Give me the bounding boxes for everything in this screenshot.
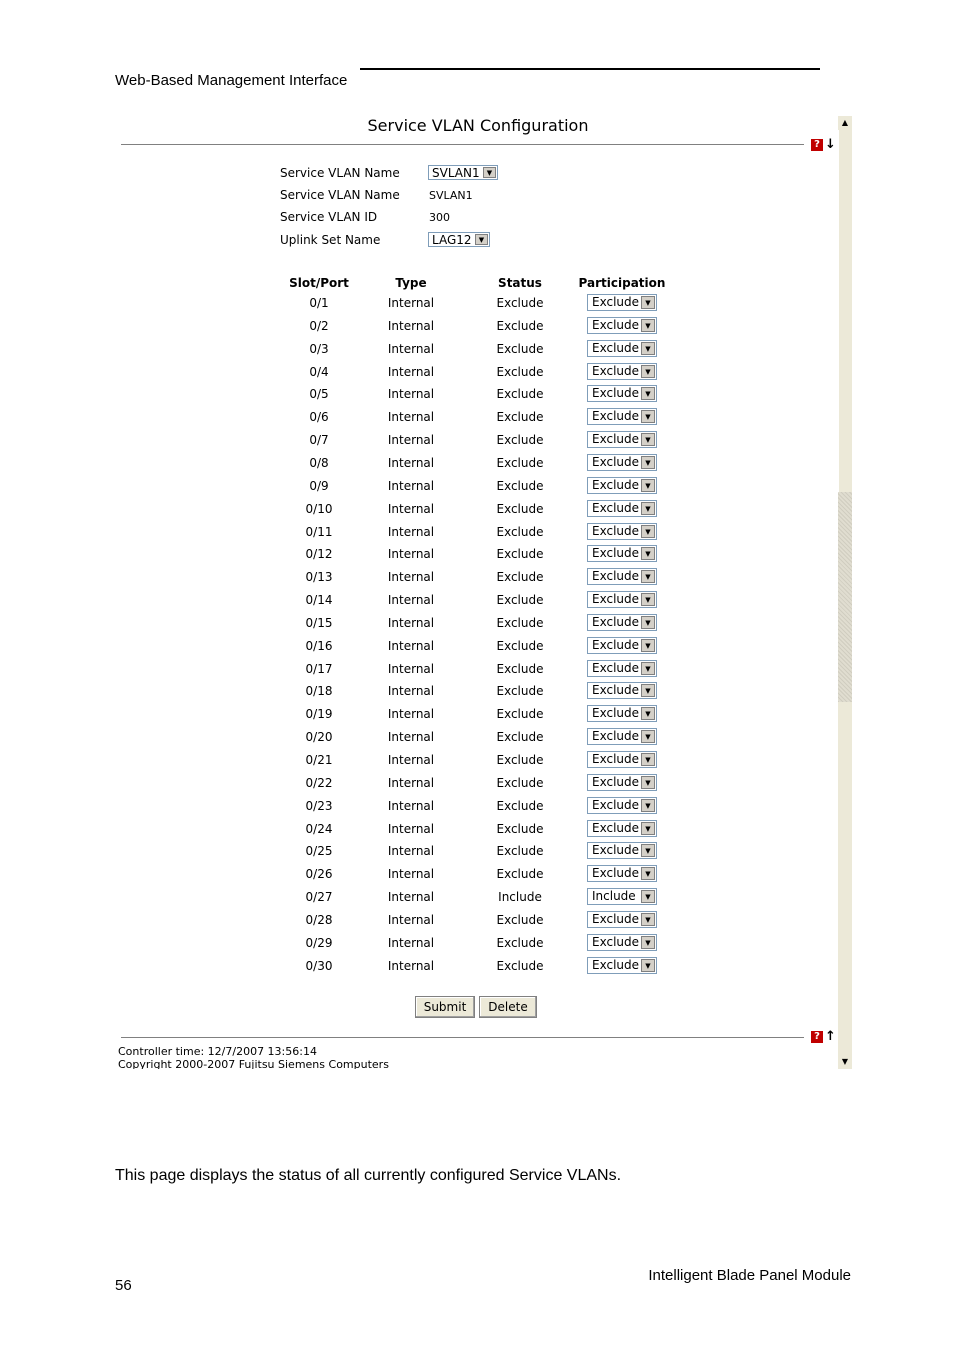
- chevron-down-icon: ▼: [641, 730, 655, 743]
- help-icon[interactable]: ?: [811, 139, 823, 151]
- chevron-down-icon: ▼: [641, 502, 655, 515]
- svlan-name-select-value: SVLAN1: [432, 165, 480, 180]
- participation-select-value: Exclude: [592, 432, 640, 446]
- submit-button[interactable]: Submit: [415, 996, 475, 1018]
- table-cell-slot-port: 0/10: [305, 502, 333, 516]
- table-cell-type: Internal: [387, 753, 435, 767]
- chevron-down-icon: ▼: [641, 410, 655, 423]
- chevron-down-icon: ▼: [641, 387, 655, 400]
- participation-select-value: Exclude: [592, 341, 640, 355]
- svlan-name-label: Service VLAN Name: [280, 188, 400, 202]
- table-cell-slot-port: 0/19: [305, 707, 333, 721]
- table-cell-slot-port: 0/8: [309, 456, 329, 470]
- participation-select-value: Exclude: [592, 364, 640, 378]
- participation-select-value: Exclude: [592, 935, 640, 949]
- table-cell-type: Internal: [387, 387, 435, 401]
- svlan-select-label: Service VLAN Name: [280, 166, 400, 180]
- participation-select[interactable]: [587, 865, 657, 882]
- table-cell-slot-port: 0/28: [305, 913, 333, 927]
- participation-select[interactable]: [587, 591, 657, 608]
- svlan-id-label: Service VLAN ID: [280, 210, 378, 224]
- participation-select[interactable]: [587, 294, 657, 311]
- scrollbar-track[interactable]: [838, 492, 852, 702]
- participation-select[interactable]: [587, 363, 657, 380]
- chevron-down-icon: ▼: [641, 593, 655, 606]
- table-cell-slot-port: 0/11: [305, 525, 333, 539]
- chevron-down-icon: ▼: [641, 707, 655, 720]
- table-cell-type: Internal: [387, 730, 435, 744]
- table-cell-type: Internal: [387, 525, 435, 539]
- table-cell-type: Internal: [387, 867, 435, 881]
- participation-select-value: Exclude: [592, 546, 640, 560]
- table-cell-slot-port: 0/13: [305, 570, 333, 584]
- table-cell-type: Internal: [387, 479, 435, 493]
- participation-select-value: Exclude: [592, 958, 640, 972]
- chevron-down-icon: ▼: [475, 234, 488, 245]
- participation-select[interactable]: [587, 660, 657, 677]
- svlan-id-value: 300: [429, 211, 450, 224]
- scrollbar-thumb[interactable]: [838, 130, 852, 492]
- table-cell-status: Include: [498, 890, 542, 904]
- table-cell-status: Exclude: [496, 867, 544, 881]
- participation-select[interactable]: [587, 545, 657, 562]
- chevron-down-icon: ▼: [641, 433, 655, 446]
- table-cell-type: Internal: [387, 570, 435, 584]
- table-cell-status: Exclude: [496, 365, 544, 379]
- participation-select[interactable]: [587, 431, 657, 448]
- table-cell-slot-port: 0/26: [305, 867, 333, 881]
- bottom-divider: [121, 1037, 804, 1038]
- participation-select-value: Exclude: [592, 661, 640, 675]
- participation-select-value: Exclude: [592, 386, 640, 400]
- table-cell-type: Internal: [387, 844, 435, 858]
- table-cell-status: Exclude: [496, 410, 544, 424]
- column-header-status: Status: [498, 276, 542, 290]
- participation-select[interactable]: [587, 637, 657, 654]
- page-caption: This page displays the status of all currently configured Service VLANs.: [115, 1167, 622, 1184]
- chevron-down-icon: ▼: [641, 844, 655, 857]
- table-cell-slot-port: 0/23: [305, 799, 333, 813]
- table-cell-type: Internal: [387, 319, 435, 333]
- table-cell-type: Internal: [387, 684, 435, 698]
- header-rule: [360, 68, 820, 70]
- participation-select-value: Exclude: [592, 912, 640, 926]
- table-cell-status: Exclude: [496, 662, 544, 676]
- participation-select[interactable]: [587, 500, 657, 517]
- screenshot-frame: [118, 116, 852, 1069]
- table-cell-status: Exclude: [496, 822, 544, 836]
- participation-select[interactable]: [587, 454, 657, 471]
- participation-select-value: Exclude: [592, 775, 640, 789]
- table-cell-status: Exclude: [496, 776, 544, 790]
- table-cell-slot-port: 0/22: [305, 776, 333, 790]
- chevron-down-icon: ▼: [641, 890, 655, 903]
- page-title: Service VLAN Configuration: [367, 116, 589, 135]
- table-cell-type: Internal: [387, 296, 435, 310]
- svlan-name-select[interactable]: [428, 165, 498, 180]
- chevron-down-icon: ▼: [483, 167, 496, 178]
- participation-select-value: Exclude: [592, 706, 640, 720]
- table-cell-status: Exclude: [496, 799, 544, 813]
- footer-title: Intelligent Blade Panel Module: [648, 1267, 851, 1284]
- participation-select-value: Exclude: [592, 455, 640, 469]
- participation-select-value: Exclude: [592, 501, 640, 515]
- participation-select[interactable]: [587, 523, 657, 540]
- table-cell-type: Internal: [387, 662, 435, 676]
- chevron-down-icon: ▼: [641, 525, 655, 538]
- table-cell-type: Internal: [387, 776, 435, 790]
- table-cell-slot-port: 0/4: [309, 365, 329, 379]
- participation-select[interactable]: [587, 682, 657, 699]
- participation-select[interactable]: [587, 751, 657, 768]
- table-cell-status: Exclude: [496, 593, 544, 607]
- table-cell-type: Internal: [387, 593, 435, 607]
- participation-select[interactable]: [587, 774, 657, 791]
- help-icon[interactable]: ?: [811, 1031, 823, 1043]
- table-cell-slot-port: 0/30: [305, 959, 333, 973]
- participation-select-value: Include: [592, 889, 636, 903]
- chevron-down-icon: ▼: [641, 936, 655, 949]
- participation-select-value: Exclude: [592, 592, 640, 606]
- table-cell-status: Exclude: [496, 959, 544, 973]
- table-cell-status: Exclude: [496, 844, 544, 858]
- table-cell-type: Internal: [387, 502, 435, 516]
- participation-select-value: Exclude: [592, 866, 640, 880]
- table-cell-status: Exclude: [496, 684, 544, 698]
- participation-select[interactable]: [587, 911, 657, 928]
- participation-select-value: Exclude: [592, 318, 640, 332]
- table-cell-slot-port: 0/17: [305, 662, 333, 676]
- participation-select[interactable]: [587, 477, 657, 494]
- table-cell-slot-port: 0/3: [309, 342, 329, 356]
- participation-select-value: Exclude: [592, 524, 640, 538]
- table-cell-slot-port: 0/6: [309, 410, 329, 424]
- participation-select-value: Exclude: [592, 729, 640, 743]
- table-cell-slot-port: 0/7: [309, 433, 329, 447]
- table-cell-status: Exclude: [496, 570, 544, 584]
- table-cell-status: Exclude: [496, 342, 544, 356]
- table-cell-status: Exclude: [496, 547, 544, 561]
- chevron-down-icon: ▼: [641, 822, 655, 835]
- chevron-down-icon: ▼: [641, 867, 655, 880]
- table-cell-type: Internal: [387, 456, 435, 470]
- scroll-down-icon[interactable]: ▼: [838, 1055, 852, 1069]
- participation-select[interactable]: [587, 934, 657, 951]
- table-cell-slot-port: 0/25: [305, 844, 333, 858]
- table-cell-slot-port: 0/16: [305, 639, 333, 653]
- chevron-down-icon: ▼: [641, 570, 655, 583]
- table-cell-type: Internal: [387, 822, 435, 836]
- top-divider: [121, 144, 804, 145]
- table-cell-slot-port: 0/21: [305, 753, 333, 767]
- table-cell-status: Exclude: [496, 639, 544, 653]
- page-number: 56: [115, 1277, 132, 1294]
- copyright: Copyright 2000-2007 Fujitsu Siemens Computers: [118, 1058, 389, 1069]
- table-cell-type: Internal: [387, 936, 435, 950]
- help-bar-bottom: [811, 1030, 836, 1043]
- table-cell-slot-port: 0/27: [305, 890, 333, 904]
- chevron-down-icon: ▼: [641, 479, 655, 492]
- participation-select-value: Exclude: [592, 638, 640, 652]
- table-cell-slot-port: 0/20: [305, 730, 333, 744]
- vertical-scrollbar[interactable]: [838, 116, 852, 1069]
- table-cell-type: Internal: [387, 410, 435, 424]
- arrow-up-icon[interactable]: ↑: [825, 1029, 836, 1044]
- participation-select[interactable]: [587, 614, 657, 631]
- table-cell-status: Exclude: [496, 913, 544, 927]
- table-cell-status: Exclude: [496, 502, 544, 516]
- uplink-set-label: Uplink Set Name: [280, 233, 381, 247]
- svlan-name-value: SVLAN1: [429, 189, 473, 202]
- table-cell-status: Exclude: [496, 387, 544, 401]
- chevron-down-icon: ▼: [641, 639, 655, 652]
- table-cell-status: Exclude: [496, 433, 544, 447]
- table-cell-type: Internal: [387, 890, 435, 904]
- table-cell-status: Exclude: [496, 456, 544, 470]
- table-cell-slot-port: 0/15: [305, 616, 333, 630]
- table-cell-status: Exclude: [496, 319, 544, 333]
- table-cell-type: Internal: [387, 342, 435, 356]
- participation-select[interactable]: [587, 317, 657, 334]
- table-cell-type: Internal: [387, 639, 435, 653]
- column-header-type: Type: [395, 276, 427, 290]
- uplink-set-select-value: LAG12: [432, 232, 472, 247]
- participation-select[interactable]: [587, 957, 657, 974]
- chevron-down-icon: ▼: [641, 547, 655, 560]
- chevron-down-icon: ▼: [641, 456, 655, 469]
- chevron-down-icon: ▼: [641, 799, 655, 812]
- participation-select-value: Exclude: [592, 615, 640, 629]
- table-cell-status: Exclude: [496, 616, 544, 630]
- participation-select-value: Exclude: [592, 295, 640, 309]
- chevron-down-icon: ▼: [641, 753, 655, 766]
- participation-select[interactable]: [587, 568, 657, 585]
- uplink-set-select[interactable]: [428, 232, 490, 247]
- column-header-participation: Participation: [578, 276, 666, 290]
- table-cell-status: Exclude: [496, 936, 544, 950]
- participation-select-value: Exclude: [592, 683, 640, 697]
- participation-select[interactable]: [587, 797, 657, 814]
- arrow-down-icon[interactable]: ↓: [825, 137, 836, 152]
- chevron-down-icon: ▼: [641, 913, 655, 926]
- participation-select-value: Exclude: [592, 821, 640, 835]
- table-cell-type: Internal: [387, 616, 435, 630]
- participation-select[interactable]: [587, 888, 657, 905]
- chevron-down-icon: ▼: [641, 342, 655, 355]
- participation-select[interactable]: [587, 705, 657, 722]
- table-cell-type: Internal: [387, 433, 435, 447]
- participation-select-value: Exclude: [592, 843, 640, 857]
- participation-select[interactable]: [587, 728, 657, 745]
- chevron-down-icon: ▼: [641, 616, 655, 629]
- table-cell-status: Exclude: [496, 525, 544, 539]
- participation-select[interactable]: [587, 340, 657, 357]
- delete-button[interactable]: Delete: [479, 996, 537, 1018]
- help-bar-top: [811, 138, 836, 151]
- controller-time: Controller time: 12/7/2007 13:56:14: [118, 1045, 317, 1058]
- table-cell-slot-port: 0/1: [309, 296, 329, 310]
- table-cell-slot-port: 0/24: [305, 822, 333, 836]
- table-cell-slot-port: 0/5: [309, 387, 329, 401]
- table-cell-slot-port: 0/12: [305, 547, 333, 561]
- table-cell-type: Internal: [387, 959, 435, 973]
- table-cell-slot-port: 0/9: [309, 479, 329, 493]
- chevron-down-icon: ▼: [641, 319, 655, 332]
- participation-select[interactable]: [587, 842, 657, 859]
- table-cell-type: Internal: [387, 707, 435, 721]
- participation-select-value: Exclude: [592, 752, 640, 766]
- scroll-up-icon[interactable]: ▲: [838, 116, 852, 130]
- participation-select-value: Exclude: [592, 798, 640, 812]
- table-cell-type: Internal: [387, 547, 435, 561]
- table-cell-status: Exclude: [496, 730, 544, 744]
- table-cell-status: Exclude: [496, 753, 544, 767]
- table-cell-slot-port: 0/2: [309, 319, 329, 333]
- table-cell-slot-port: 0/14: [305, 593, 333, 607]
- chevron-down-icon: ▼: [641, 684, 655, 697]
- chevron-down-icon: ▼: [641, 365, 655, 378]
- participation-select[interactable]: [587, 408, 657, 425]
- table-cell-slot-port: 0/29: [305, 936, 333, 950]
- table-cell-type: Internal: [387, 799, 435, 813]
- chevron-down-icon: ▼: [641, 662, 655, 675]
- participation-select[interactable]: [587, 820, 657, 837]
- participation-select-value: Exclude: [592, 569, 640, 583]
- page-content: [118, 116, 838, 1069]
- participation-select-value: Exclude: [592, 478, 640, 492]
- table-cell-type: Internal: [387, 913, 435, 927]
- chevron-down-icon: ▼: [641, 959, 655, 972]
- table-cell-status: Exclude: [496, 479, 544, 493]
- document-header: Web-Based Management Interface: [115, 72, 348, 89]
- participation-select[interactable]: [587, 385, 657, 402]
- table-cell-slot-port: 0/18: [305, 684, 333, 698]
- table-cell-type: Internal: [387, 365, 435, 379]
- table-cell-status: Exclude: [496, 707, 544, 721]
- chevron-down-icon: ▼: [641, 296, 655, 309]
- participation-select-value: Exclude: [592, 409, 640, 423]
- column-header-slot-port: Slot/Port: [289, 276, 349, 290]
- chevron-down-icon: ▼: [641, 776, 655, 789]
- table-cell-status: Exclude: [496, 296, 544, 310]
